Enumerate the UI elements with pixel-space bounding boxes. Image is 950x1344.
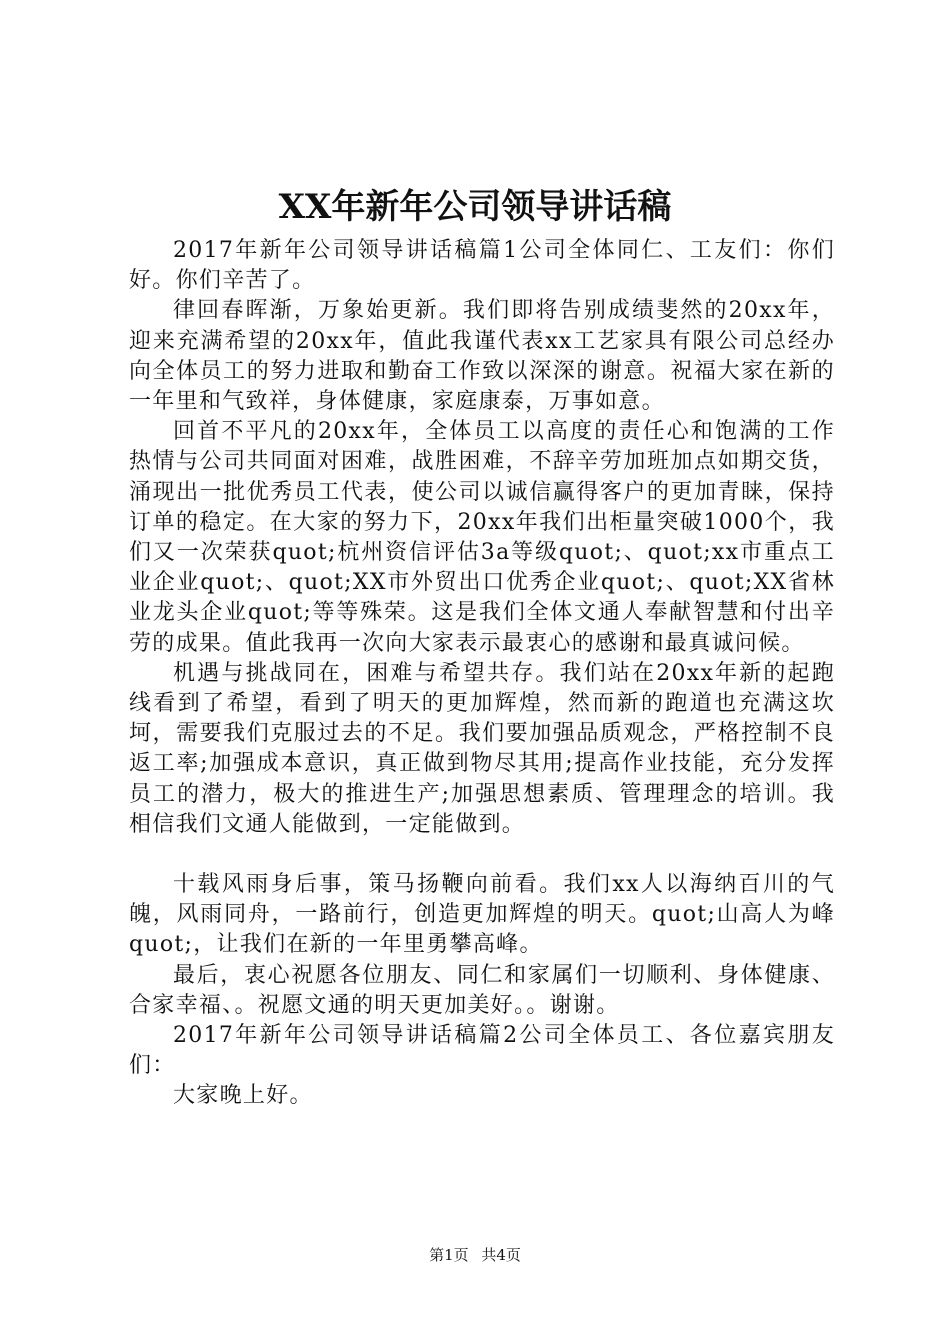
paragraph-7: 2017年新年公司领导讲话稿篇2公司全体员工、各位嘉宾朋友们： [129,1023,835,1079]
document-body [129,236,835,1112]
paragraph-6: 最后，衷心祝愿各位朋友、同仁和家属们一切顺利、身体健康、合家幸福、。祝愿文通的明天更加美好。。谢谢。 [129,962,835,1018]
paragraph-2: 律回春晖渐，万象始更新。我们即将告别成绩斐然的20xx年，迎来充满希望的20xx年，值此我谨代表xx工艺家具有限公司总经办向全体员工的努力进取和勤奋工作致以深深的谢意。祝福大家在新的一年里和气致祥，身体健康，家庭康泰，万事如意。 [129,298,835,415]
paragraph-8: 大家晚上好。 [173,1083,313,1109]
document-title: XX年新年公司领导讲话稿 [278,187,672,227]
page-footer [0,1245,950,1265]
paragraph-4: 机遇与挑战同在，困难与希望共存。我们站在20xx年新的起跑线看到了希望，看到了明天的更加辉煌，然而新的跑道也充满这坎坷，需要我们克服过去的不足。我们要加强品质观念，严格控制不良返工率;加强成本意识，真正做到物尽其用;提高作业技能，充分发挥员工的潜力，极大的推进生产;加强思想素质、管理理念的培训。我相信我们文通人能做到，一定能做到。 [129,660,835,837]
page-number: 第1页 [429,1246,469,1264]
paragraph-5: 十载风雨身后事，策马扬鞭向前看。我们xx人以海纳百川的气魄，风雨同舟，一路前行，创造更加辉煌的明天。quot;山高人为峰quot;，让我们在新的一年里勇攀高峰。 [129,872,835,958]
page-total: 共4页 [481,1246,521,1264]
paragraph-1: 2017年新年公司领导讲话稿篇1公司全体同仁、工友们：你们好。你们辛苦了。 [129,238,835,294]
paragraph-3: 回首不平凡的20xx年，全体员工以高度的责任心和饱满的工作热情与公司共同面对困难，战胜困难，不辞辛劳加班加点如期交货，涌现出一批优秀员工代表，使公司以诚信赢得客户的更加青睐，保持订单的稳定。在大家的努力下，20xx年我们出柜量突破1000个，我们又一次荣获quot;杭州资信评估3a等级quot;、quot;xx市重点工业企业quot;、quot;XX市外贸出口优秀企业quot;、quot;XX省林业龙头企业quot;等等殊荣。这是我们全体文通人奉献智慧和付出辛劳的成果。值此我再一次向大家表示最衷心的感谢和最真诚问候。 [129,419,835,656]
